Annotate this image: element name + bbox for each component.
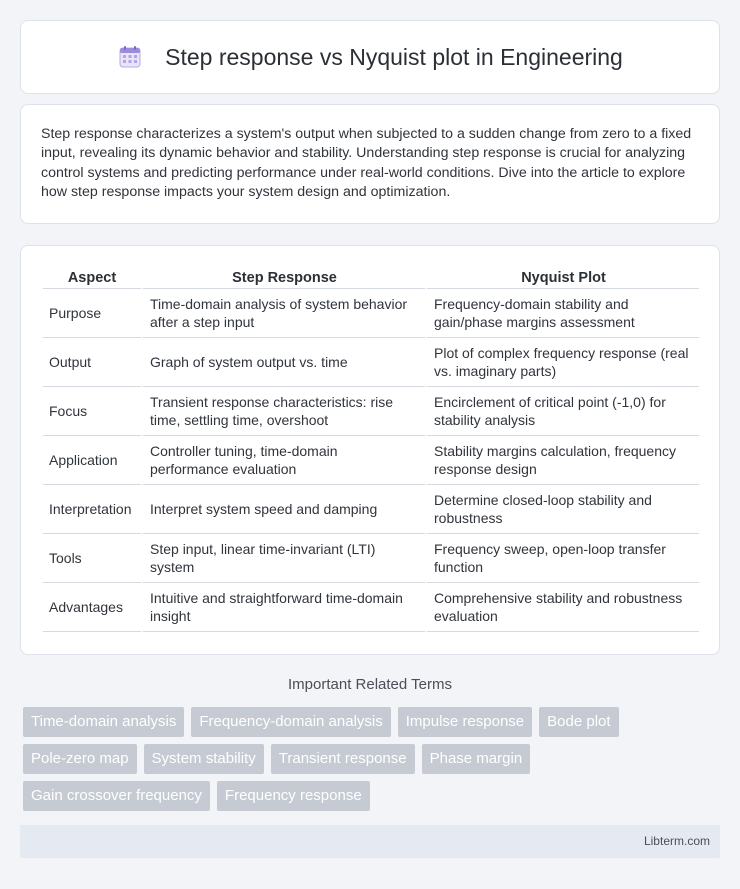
related-terms-title: Important Related Terms bbox=[288, 676, 452, 693]
table-row bbox=[43, 289, 699, 338]
intro-text: Step response characterizes a system's output when subjected to a sudden change from zero to a fixed input, revealing its dynamic behavior and stability. Understanding step response is crucial for analyzing control systems and predicting performance under real-world conditions. Dive into the article to explore how step response impacts your system design and optimization. bbox=[41, 126, 692, 200]
cell-nyquist-plot: Frequency-domain stability and gain/phase margins assessment bbox=[425, 289, 699, 338]
cell-step-response: Interpret system speed and damping bbox=[141, 485, 425, 534]
related-terms-list bbox=[23, 707, 723, 811]
header-aspect: Aspect bbox=[43, 266, 141, 289]
calendar-icon bbox=[117, 44, 143, 70]
header-nyquist-plot: Nyquist Plot bbox=[425, 266, 699, 289]
table-row bbox=[43, 387, 699, 436]
tag-bode-plot[interactable]: Bode plot bbox=[539, 707, 618, 737]
tag-frequency-response[interactable]: Frequency response bbox=[217, 781, 370, 811]
tag-system-stability[interactable]: System stability bbox=[144, 744, 264, 774]
tag-transient-response[interactable]: Transient response bbox=[271, 744, 415, 774]
cell-nyquist-plot: Stability margins calculation, frequency response design bbox=[425, 436, 699, 485]
table-row bbox=[43, 436, 699, 485]
tag-time-domain-analysis[interactable]: Time-domain analysis bbox=[23, 707, 184, 737]
cell-step-response: Transient response characteristics: rise time, settling time, overshoot bbox=[141, 387, 425, 436]
cell-step-response: Intuitive and straightforward time-domain insight bbox=[141, 583, 425, 632]
cell-nyquist-plot: Plot of complex frequency response (real vs. imaginary parts) bbox=[425, 338, 699, 387]
table-row bbox=[43, 534, 699, 583]
table-row bbox=[43, 485, 699, 534]
comparison-table-card bbox=[20, 245, 720, 655]
tag-phase-margin[interactable]: Phase margin bbox=[422, 744, 531, 774]
tag-gain-crossover-frequency[interactable]: Gain crossover frequency bbox=[23, 781, 210, 811]
cell-nyquist-plot: Comprehensive stability and robustness evaluation bbox=[425, 583, 699, 632]
table-header-row bbox=[43, 266, 699, 289]
header-step-response: Step Response bbox=[141, 266, 425, 289]
cell-aspect: Tools bbox=[43, 534, 141, 583]
cell-step-response: Controller tuning, time-domain performance evaluation bbox=[141, 436, 425, 485]
cell-nyquist-plot: Encirclement of critical point (-1,0) for stability analysis bbox=[425, 387, 699, 436]
cell-aspect: Interpretation bbox=[43, 485, 141, 534]
cell-step-response: Graph of system output vs. time bbox=[141, 338, 425, 387]
tag-pole-zero-map[interactable]: Pole-zero map bbox=[23, 744, 137, 774]
comparison-table bbox=[43, 266, 699, 632]
footer-site-link[interactable]: Libterm.com bbox=[643, 834, 710, 848]
tag-impulse-response[interactable]: Impulse response bbox=[398, 707, 532, 737]
cell-aspect: Advantages bbox=[43, 583, 141, 632]
header-card bbox=[20, 20, 720, 94]
cell-aspect: Purpose bbox=[43, 289, 141, 338]
tag-frequency-domain-analysis[interactable]: Frequency-domain analysis bbox=[191, 707, 390, 737]
cell-step-response: Step input, linear time-invariant (LTI) system bbox=[141, 534, 425, 583]
table-row bbox=[43, 583, 699, 632]
table-row bbox=[43, 338, 699, 387]
cell-aspect: Focus bbox=[43, 387, 141, 436]
cell-aspect: Application bbox=[43, 436, 141, 485]
cell-nyquist-plot: Frequency sweep, open-loop transfer function bbox=[425, 534, 699, 583]
intro-card bbox=[20, 104, 720, 224]
page-title: Step response vs Nyquist plot in Engineering bbox=[165, 43, 623, 70]
cell-nyquist-plot: Determine closed-loop stability and robustness bbox=[425, 485, 699, 534]
cell-aspect: Output bbox=[43, 338, 141, 387]
cell-step-response: Time-domain analysis of system behavior after a step input bbox=[141, 289, 425, 338]
footer bbox=[20, 825, 720, 858]
